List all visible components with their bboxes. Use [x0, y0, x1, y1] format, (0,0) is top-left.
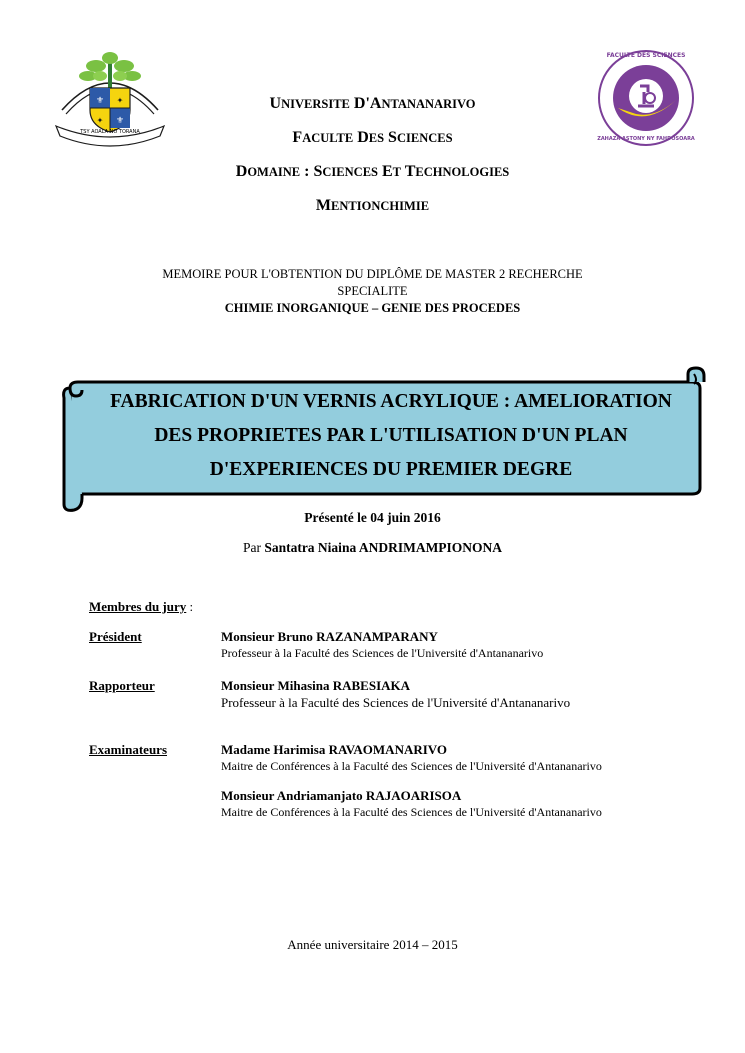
examinateurs-label: Examinateurs — [89, 742, 167, 757]
president-label: Président — [89, 629, 142, 644]
examinateur-desc: Maitre de Conférences à la Faculté des Sciences de l'Université d'Antananarivo — [221, 805, 602, 819]
faculty-logo-bottom-text: ZAHAZA ASTONY NY FAHDOSOARA — [597, 136, 695, 142]
president-desc: Professeur à la Faculté des Sciences de l'Université d'Antananarivo — [221, 646, 544, 660]
presented-by — [0, 540, 745, 556]
faculty-name: FACULTE DES SCIENCES — [292, 129, 453, 146]
rapporteur-name: Monsieur Mihasina RABESIAKA — [221, 678, 411, 693]
svg-text:⚜: ⚜ — [95, 95, 105, 105]
author-name: Santatra Niaina ANDRIMAMPIONONA — [264, 540, 503, 555]
university-name: UNIVERSITE D'ANTANANARIVO — [269, 95, 476, 112]
specialite-label: SPECIALITE — [337, 284, 408, 298]
mention-name: MENTIONCHIMIE — [315, 197, 430, 214]
faculty-logo-top-text: FACULTE DES SCIENCES — [606, 52, 686, 59]
examinateur-name: Madame Harimisa RAVAOMANARIVO — [221, 742, 448, 757]
jury-heading-suffix: : — [186, 599, 194, 614]
svg-text:⚜: ⚜ — [115, 115, 125, 125]
jury-heading — [89, 599, 193, 615]
jury-heading-label: Membres du jury — [89, 599, 187, 614]
examinateur-name: Monsieur Andriamanjato RAJAOARISOA — [221, 788, 462, 803]
title-line-2: DES PROPRIETES PAR L'UTILISATION D'UN PLAN — [154, 425, 628, 446]
memoire-line: MEMOIRE POUR L'OBTENTION DU DIPLÔME DE MASTER 2 RECHERCHE — [162, 267, 583, 281]
rapporteur-desc: Professeur à la Faculté des Sciences de l'Université d'Antananarivo — [221, 695, 571, 710]
presented-by-prefix: Par — [242, 540, 261, 555]
academic-year: Année universitaire 2014 – 2015 — [287, 937, 458, 952]
examinateur-desc: Maitre de Conférences à la Faculté des Sciences de l'Université d'Antananarivo — [221, 759, 602, 773]
rapporteur-label: Rapporteur — [89, 678, 155, 693]
university-logo-motto: TSY AOALA NO TORANA — [80, 129, 140, 135]
svg-text:✦: ✦ — [116, 96, 124, 105]
domain-name: DOMAINE : SCIENCES ET TECHNOLOGIES — [235, 163, 510, 180]
title-line-3: D'EXPERIENCES DU PREMIER DEGRE — [209, 459, 573, 480]
svg-text:✦: ✦ — [96, 116, 104, 125]
presentation-date: Présenté le 04 juin 2016 — [304, 510, 441, 525]
title-line-1: FABRICATION D'UN VERNIS ACRYLIQUE : AMELIORATION — [110, 391, 672, 412]
specialite-value: CHIMIE INORGANIQUE – GENIE DES PROCEDES — [224, 301, 521, 315]
president-name: Monsieur Bruno RAZANAMPARANY — [221, 629, 438, 644]
